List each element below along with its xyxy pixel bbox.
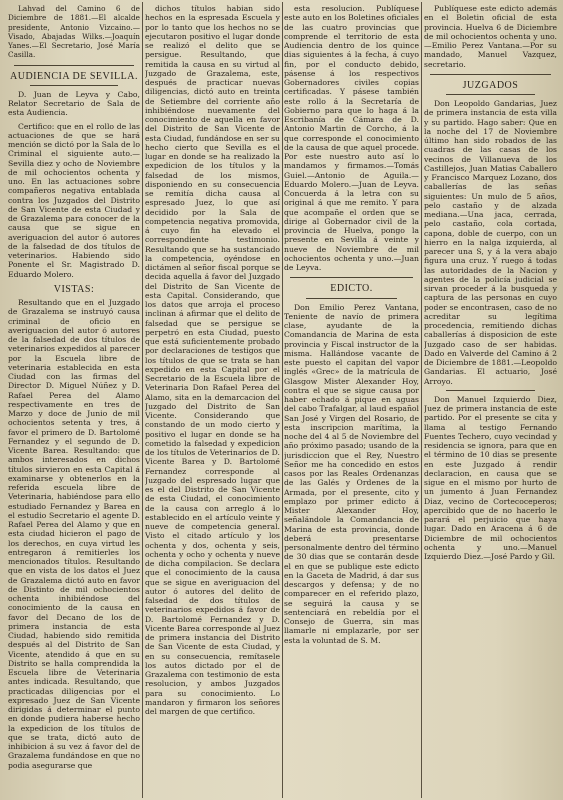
column-rule xyxy=(142,2,143,798)
body-paragraph: Publíquese este edicto además en el Boletin oficial de esta provincia. Huelva 6 de Diciembre de mil ochocientos ochenta y uno.—Emilio Perez Vantana.—Por su mandado, Manuel Vazquez, secretario. xyxy=(424,4,557,69)
divider xyxy=(306,298,397,299)
vistas-paragraph: Resultando que en el Juzgado de Grazalema se instruyó causa criminal de oficio en averiguacion del autor ó autores de la falsedad de dos títulos de veterinarios expedidos al parecer por la Escuela libre de veterinaria establecida en esta Ciudad con las firmas del Director D. Miguel Núñez y D. Rafael Perea del Alamo respectivamente en tres de Marzo y doce de Junio de mil ochocientos setenta y tres, á favor el primero de D. Bartolomé Fernandez y el segundo de D. Vicente Barea. Resultando: que ambos interesados en dichos títulos sirvieron en esta Capital á examinarse y obtenerlos en la referida escuela libre de Veterinaria, habiéndose para ello estudiado Fernandez y Barea en el estudio Secretario el agente D. Rafael Perea del Alamo y que en esta ciudad hicieron el pago de los derechos, en cuya virtud les entregaron á remitierles los mencionados títulos. Resultando que en vista de los datos el Juez de Grazalema dictó auto en favor de Distinto de mil ochocientos ochenta inhibiéndose del conocimiento de la causa en favor del Decano de los de primera instancia de esta Ciudad, habiendo sido remitida después al del Distrito de San Vicente, atendido á que en su Distrito se halla comprendida la Escuela libre de Veterinaria antes indicada. Resultando, que practicadas diligencias por el expresado Juez de San Vicente dirigidas á determinar el punto en donde pudiera haberse hecho la expedicion de los títulos de que se trata, dictó auto de inhibicion á su vez á favor del de Grazalema fundándose en que no podia asegurarse que xyxy=(8,298,140,770)
column-rule xyxy=(421,2,422,798)
column-1 xyxy=(8,0,140,800)
divider xyxy=(430,74,551,75)
intro-paragraph: D. Juan de Leyva y Cabo, Relator Secretario de Sala de esta Audiencia. xyxy=(8,89,140,118)
section-heading-edicto: EDICTO. xyxy=(330,283,373,295)
divider xyxy=(446,94,535,95)
divider xyxy=(14,65,134,66)
divider xyxy=(290,277,413,278)
body-paragraph: dichos títulos habian sido hechos en la espresada Escuela y por lo tanto que los hechos no se ejecutaron positivo el lugar donde se realizó el delito que se persigue. Resultando, que remitida la causa en su virtud al Juzgado de Grazalema, este, después de practicar nuevas diligencias, dictó auto en treinta de Setiembre del corriente año inhibiéndose nuevamente del conocimiento de aquella en favor del Distrito de San Vicente de esta Ciudad, fundándose en ser su hecho cierto que Sevilla es el lugar en donde se ha realizado la expedicion de los títulos y la falsedad de los mismos, disponiendo en su consecuencia se remitía dicha causa al espresado Juez, lo que así decidido por la Sala de competencia negativa promovida, á cuyo fin ha elevado el correspondiente testimonio. Resultando que se ha sustanciado la competencia, oyéndose en dictámen al señor fiscal porque se decida aquella á favor del Juzgado del Distrito de San Vicente de esta Capital. Considerando, que los datos que arroja el proceso inclinan á afirmar que el delito de falsedad que se persigue se perpetró en esta Ciudad, puesto que está suficientemente probado por declaraciones de testigos que los títulos de que se trata se han expedido en esta Capital por el Secretario de la Escuela libre de Veterinaria Don Rafael Perea del Alamo, sita en la demarcacion del Juzgado del Distrito de San Vicente. Considerando que constando de un modo cierto y positivo el lugar en donde se ha cometido la falsedad y expedicion de los títulos de Veterinarios de D. Vicente Barea y D. Bartolomé Fernandez corresponde al Juzgado del espresado lugar que es el del Distrito de San Vicente de esta Ciudad, el conocimiento de la causa con arreglo á lo establecido en el artículo veinte y nueve de competencia general. Visto el citado artículo y los ochenta y dos, ochenta y seis, ochenta y ocho y ochenta y nueve de dicha compilacion. Se declara que el conocimiento de la causa que se sigue en averiguacion del autor ó autores del delito de falsedad de dos títulos de veterinarios expedidos á favor de D. Bartolomé Fernandez y D. Vicente Barea corresponde al Juez de primera instancia del Distrito de San Vicente de esta Ciudad, y en su consecuencia, remítasele los autos dictado por el de Grazalema con testimonio de esta resolucion, y ambos Juzgados para su conocimiento. Lo mandaron y firmaron los señores del margen de que certifico. xyxy=(145,4,280,716)
divider xyxy=(446,390,535,391)
second-notice-paragraph: Don Manuel Izquierdo Diez, Juez de primera instancia de este partido. Por el presente se cita y llama al testigo Fernando Fuentes Techero, cuyo vecindad y residencia se ignora, para que en el término de 10 dias se presente en este Juzgado á rendir declaracion, en causa que se sigue en el mismo por hurto de un jumento á Juan Fernandez Diaz, vecino de Cortecoceperos; apercibido que de no hacerlo le parará el perjuicio que haya lugar. Dado en Aracena á 6 de Diciembre de mil ochocientos ochenta y uno.—Manuel Izquierdo Diez.—José Pardo y Gil. xyxy=(424,394,557,561)
section-heading-audiencia: AUDIENCIA DE SEVILLA. xyxy=(10,70,138,82)
body-paragraph: esta resolucion. Publíquese este auto en los Boletines oficiales de las cuatro provincias que comprende el territorio de esta Audiencia dentro de los quince dias siguientes á la fecha, á cuyo fin, por el conducto debido, pásense á los respectivos Gobernadores civiles copias certificadas. Y pásese también este rollo á la Secretaría de Gobierno para que lo haga á la Escribanía de Cámara de D. Antonio Martin de Corcho, á la que corresponde el conocimiento de la causa de que aquel procede. Por este nuestro auto así lo mandamos y firmamos.—Tomás Guiel.—Antonio de Aguila.—Eduardo Molero.—Juan de Leyva. Concuerda á la letra con su original á que me remito. Y para que acompañe el orden que se dirige al Gobernador civil de la provincia de Huelva, pongo la presente en Sevilla á veinte y nueve de Noviembre de mil ochocientos ochenta y uno.—Juan de Leyva. xyxy=(284,4,419,272)
divider xyxy=(30,85,118,86)
section-heading-juzgados: JUZGADOS xyxy=(462,79,519,91)
edicto-paragraph: Don Emilio Perez Vantana, Teniente de navío de primera clase, ayudante de la Comandancia de Marina de esta provincia y Fiscal instructor de la misma. Hallándose vacante de este puesto el capitan del vapor inglés «Grec» de la matrícula de Glasgow Mister Alexander Hoy, contra el que se sigue causa por haber echado á pique en aguas del cabo Trafalgar, al laud español San José y Virgen del Rosario, de esta inscripcion marítima, la noche del 4 al 5 de Noviembre del año próximo pasado; usando de la jurisdiccion que el Rey, Nuestro Señor me ha concedido en estos casos por las Reales Ordenanzas de las Galés y Ordenes de la Armada, por el presente, cito y emplazo por primer edicto á Mister Alexander Hoy, señalándole la Comandancia de Marina de esta provincia, donde deberá presentarse personalmente dentro del término de 30 dias que se contarán desde el en que se publique este edicto en la Gaceta de Madrid, á dar sus descargos y defensa; y de no comparecer en el referido plazo, se seguirá la causa y se sentenciará en rebeldía por el Consejo de Guerra, sin mas llamarle ni emplazarle, por ser esta la voluntad de S. M. xyxy=(284,302,419,645)
top-note: Lahvad del Camino 6 de Diciembre de 1881.—El alcalde presidente, Antonio Vizcaino.—Visado, Abajadas Wilks.—Joaquín Yanes.—El Secretario, José María Casilla. xyxy=(8,4,140,60)
column-2 xyxy=(145,0,280,800)
juzgados-paragraph: Don Leopoldo Gandarias, Juez de primera instancia de esta villa y su partido. Hago saber: Que en la noche del 17 de Noviembre último han sido robados de las cuadras de las casas de los vecinos de Villanueva de los Castillejos, Juan Matias Caballero y Francisco Marquez Lozano, dos caballerías de las señas siguientes: Un mulo de 5 años, pelo castaño y de alzada mediana.—Una jaca, cerrada, pelo castaño, cola cortada, capona, doble de cuerpo, con un hierro en la nalga izquierda, al parecer una S, y á la vera abajo figura una cruz. Y ruego á todas las autoridades de la Nacion y agentes de la policía judicial se sirvan proceder á la busqueda y captura de las personas en cuyo poder se encontrasen, caso de no acreditar su legítima procedencia, remitiendo dichas caballerías á disposicion de este Juzgado caso de ser habidas. Dado en Valverde del Camino á 2 de Diciembre de 1881.—Leopoldo Gandarias. El actuario, José Arroyo. xyxy=(424,99,557,386)
column-4 xyxy=(424,0,557,800)
section-heading-vistas: VISTAS: xyxy=(53,283,95,295)
column-rule xyxy=(282,2,283,798)
body-paragraph: Certifico: que en el rollo de las actuaciones de que se hará mención se dictó por la Sala de lo Criminal el siguiente auto.—Sevilla diez y ocho de Noviembre de mil ochocientos ochenta y uno. En las actuaciones sobre compañeros negativa entablada contra los Juzgados del Distrito de San Vicente de esta Ciudad y de Grazalema para conocer de la causa que se sigue en averiguacion del autor ó autores de la falsedad de dos títulos de veterinarios. Habiendo sido Ponente el Sr. Magistrado D. Eduardo Molero. xyxy=(8,121,140,279)
column-3 xyxy=(284,0,419,800)
